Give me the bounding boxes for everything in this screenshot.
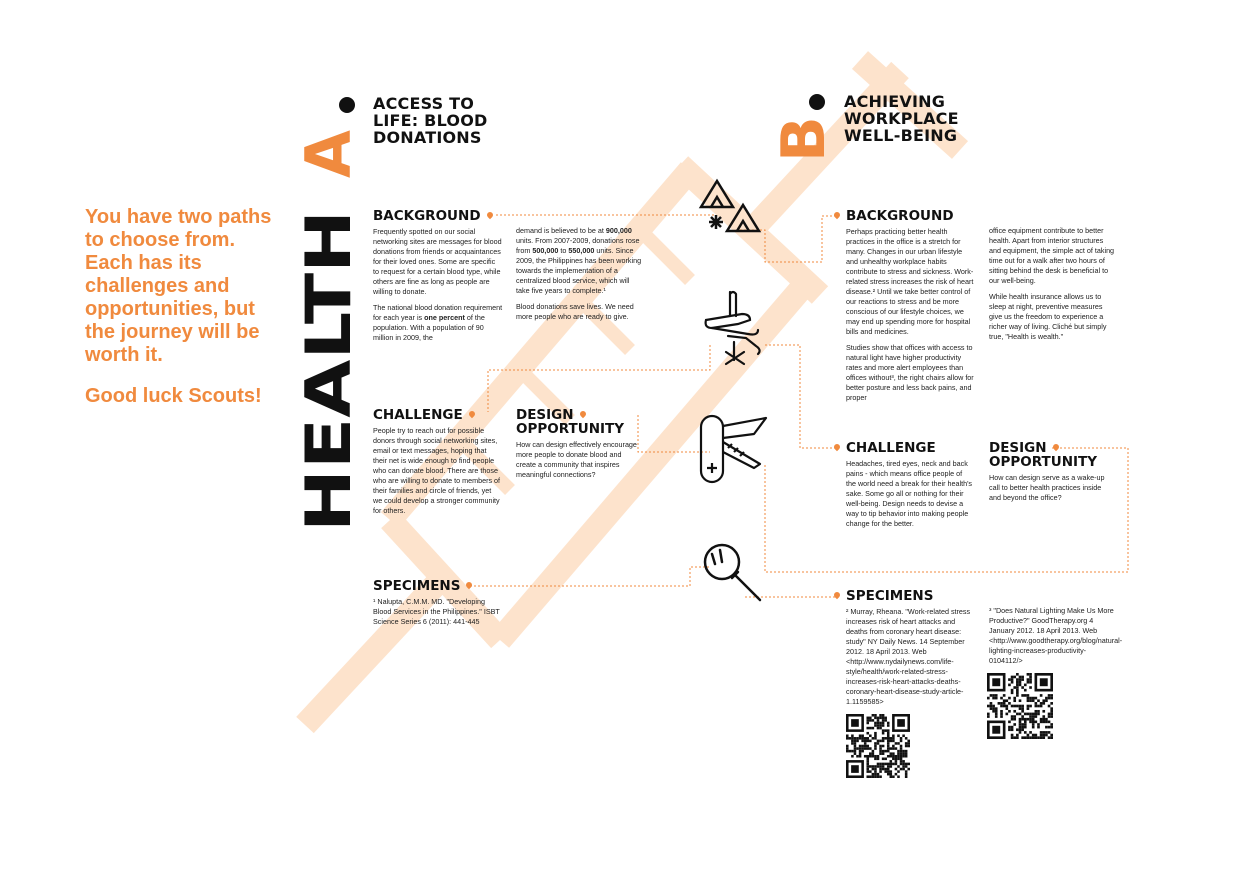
reference: ¹ Nalupta, C.M.M. MD. "Developing Blood Services in the Philippines." ISBT Science Series 6 (2011): 441-445 — [373, 597, 500, 626]
path-a-title-line: DONATIONS — [373, 128, 482, 147]
intro-luck: Good luck Scouts! — [85, 385, 262, 407]
path-b-title-line: ACHIEVING — [844, 92, 946, 111]
path-b-reference-3: ³ "Does Natural Lighting Make Us More Productive?" GoodTherapy.org 4 January 2012. 18 April 2013. Web <http://www.goodtherapy.org/blog/natural-lighting-increases-productivity-0104112/> — [989, 606, 1123, 665]
pin-icon — [833, 591, 841, 599]
vertical-title-health-a — [292, 92, 365, 532]
pin-icon — [578, 410, 586, 418]
pin-icon — [465, 581, 473, 589]
letter-a-dot — [339, 97, 355, 113]
paragraph: Perhaps practicing better health practices in the office is a stretch for many. Changes in our urban lifestyle and unhealthy workplace habits contribute to stress and sickness. Work-related stress increases the risk of heart disease.² Until we take better control of our reactions to stress and be more conscious of our lifestyle choices, we may end up spending more for hospital bills and medicines. — [846, 227, 974, 336]
path-a-background-col2 — [516, 226, 644, 328]
opportunity-heading-1: DESIGN — [989, 440, 1047, 456]
hand-washing-icon — [702, 290, 768, 366]
section-heading — [373, 209, 503, 223]
paragraph: Headaches, tired eyes, neck and back pains - which means office people of the world need a break for their health's sake. Some go all or nothing for their well-being. Design needs to devise a way to tip behavior into making people change for the better. — [846, 459, 973, 528]
path-a-opportunity-section — [516, 408, 638, 480]
pin-icon — [1051, 443, 1059, 451]
reference: ² Murray, Rheana. "Work-related stress increases risk of heart attacks and deaths from coronary heart disease: study" NY Daily News. 14 September 2012. 18 April 2013. Web <http://www.nydailynews.com/life-style/health/work-related-stress-increases-risk-heart-attacks-deaths-coronary-heart-disease-study-article-1.1159585> — [846, 607, 971, 706]
tents-icon — [697, 177, 769, 233]
pin-icon — [467, 410, 475, 418]
opportunity-heading-1: DESIGN — [516, 407, 574, 423]
opportunity-heading-2: OPPORTUNITY — [516, 421, 625, 437]
path-b-challenge-section — [834, 441, 974, 529]
path-b-specimens-section — [834, 589, 974, 707]
background-heading: BACKGROUND — [846, 208, 954, 224]
paragraph: How can design effectively encourage more people to donate blood and create a community that inspires meaningful connections? — [516, 440, 637, 479]
qr-code-icon — [846, 714, 910, 778]
specimens-heading: SPECIMENS — [846, 588, 934, 604]
path-b-title-line: WORKPLACE — [844, 109, 959, 128]
pin-icon — [485, 211, 493, 219]
intro-lead: You have two paths to choose from. Each has its challenges and opportunities, but the journey will be worth it. — [85, 206, 272, 366]
path-a-specimens-section — [373, 579, 503, 627]
paragraph: The national blood donation requirement for each year is one percent of the population. With a population of 90 million in 2009, the — [373, 303, 503, 342]
pin-icon — [833, 443, 841, 451]
letter-b-mark — [768, 92, 839, 162]
paragraph: Blood donations save lives. We need more people who are ready to give. — [516, 302, 634, 321]
path-b-title-line: WELL-BEING — [844, 126, 958, 145]
path-a-title-line: LIFE: BLOOD — [373, 111, 488, 130]
paragraph: demand is believed to be at 900,000 units. From 2007-2009, donations rose from 500,000 to 550,000 units. Since 2009, the Philippines has been working towards the implementation of a centralized blood service, which will take five years to complete.¹ — [516, 226, 642, 295]
vertical-health-word: HEALTH — [292, 266, 365, 532]
vertical-letter-b: B — [769, 116, 839, 162]
background-heading: BACKGROUND — [373, 208, 481, 224]
specimens-heading: SPECIMENS — [373, 578, 461, 594]
vertical-letter-a: A — [292, 130, 365, 178]
pin-icon — [833, 211, 841, 219]
path-a-title-line: ACCESS TO — [373, 94, 475, 113]
paragraph: How can design serve as a wake-up call to better health practices inside and beyond the office? — [989, 473, 1105, 502]
paragraph: People try to reach out for possible donors through social networking sites, email or text messages, hoping that their net is wide enough to find people who can donate blood. There are those who are willing to donate to members of their families and circle of friends, yet we could develop a stronger community for others. — [373, 426, 501, 515]
intro-block — [85, 206, 285, 426]
paragraph: Frequently spotted on our social networking sites are messages for blood donations from friends or acquaintances for their loved ones. Some are specific to request for a certain blood type, while others are fine as long as people are willing to donate. — [373, 227, 502, 296]
challenge-heading: CHALLENGE — [846, 440, 936, 456]
path-b-background-col2 — [989, 226, 1117, 348]
path-a-background-section — [373, 209, 503, 349]
swiss-knife-icon — [698, 412, 770, 486]
path-a-title — [373, 95, 553, 146]
challenge-heading: CHALLENGE — [373, 407, 463, 423]
paragraph: Studies show that offices with access to natural light have higher productivity rates and more alert employees than offices without³, the right chairs allow for better posture and less back pains, and proper — [846, 343, 974, 402]
path-b-title — [844, 93, 1024, 144]
path-b-opportunity-section — [989, 441, 1114, 503]
magnifying-glass-icon — [700, 540, 766, 606]
paragraph: While health insurance allows us to sleep at night, preventive measures give us the freedom to experience a richer way of living. Cliché but simply true, "Health is wealth." — [989, 292, 1107, 341]
opportunity-heading-2: OPPORTUNITY — [989, 454, 1098, 470]
qr-code-icon — [987, 673, 1053, 739]
path-a-challenge-section — [373, 408, 501, 516]
paragraph: office equipment contribute to better health. Apart from interior structures and equipment, the simple act of taking time out for a walk after two hours of sitting behind the desk is beneficial to our well-being. — [989, 226, 1115, 285]
path-b-background-section — [834, 209, 974, 409]
letter-b-dot — [809, 94, 825, 110]
